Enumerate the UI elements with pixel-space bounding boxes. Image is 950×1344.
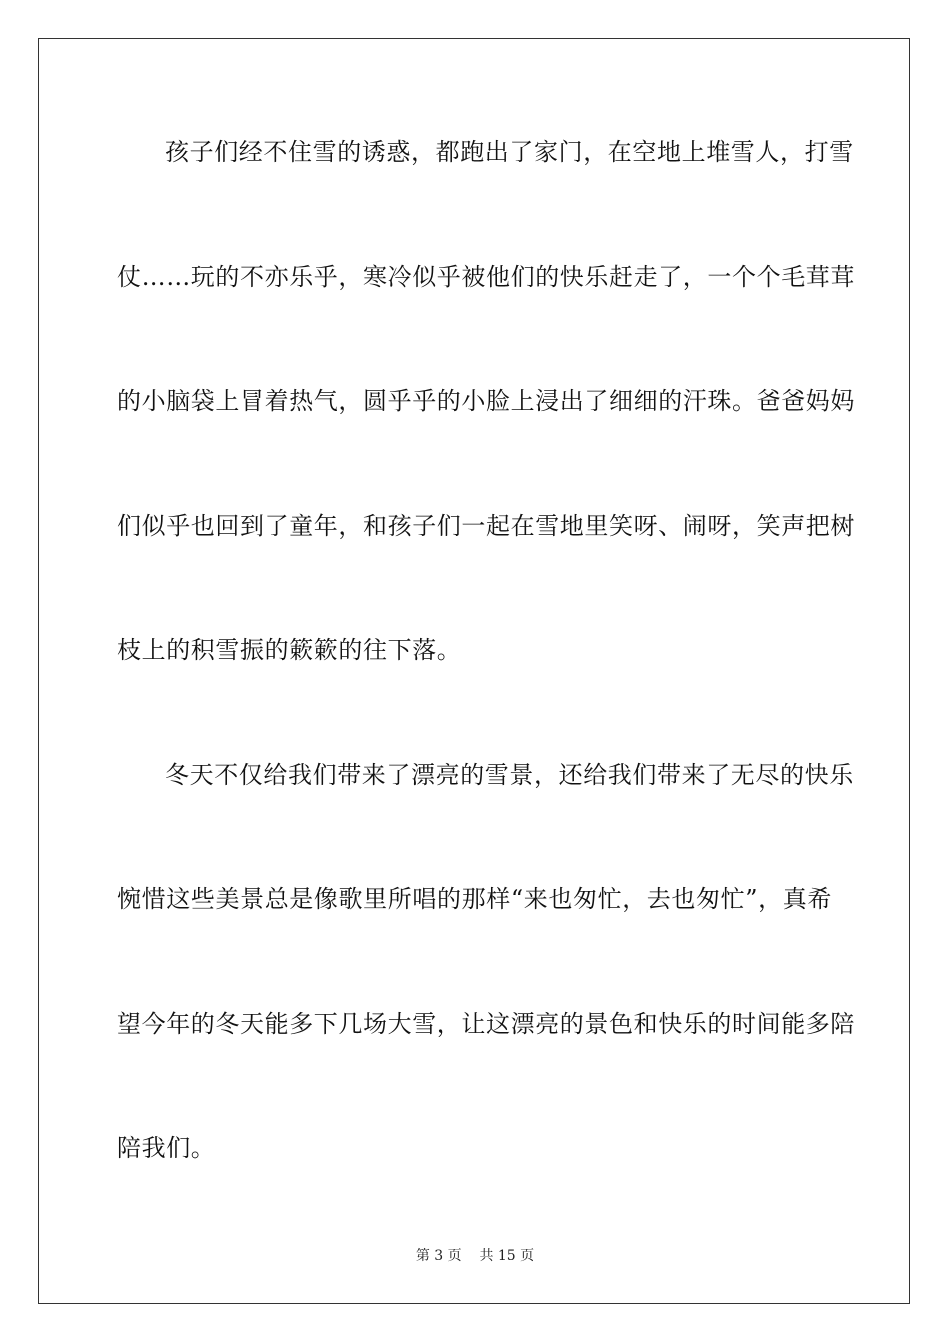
page-footer — [0, 1247, 950, 1265]
paragraph-line: 冬天不仅给我们带来了漂亮的雪景，还给我们带来了无尽的快乐 — [165, 761, 854, 789]
paragraph-line: 们似乎也回到了童年，和孩子们一起在雪地里笑呀、闹呀，笑声把树 — [117, 512, 855, 540]
page-number: 第 3 页 — [415, 1248, 462, 1264]
paragraph-line: 仗……玩的不亦乐乎，寒冷似乎被他们的快乐赶走了，一个个毛茸茸 — [117, 263, 855, 291]
paragraph-line: 陪我们。 — [117, 1134, 216, 1162]
paragraph-line: 望今年的冬天能多下几场大雪，让这漂亮的景色和快乐的时间能多陪 — [117, 1010, 855, 1038]
paragraph-line: 枝上的积雪振的簌簌的往下落。 — [117, 636, 462, 664]
paragraph-line: 惋惜这些美景总是像歌里所唱的那样“来也匆忙，去也匆忙”，真希 — [117, 885, 832, 913]
paragraph-line: 的小脑袋上冒着热气，圆乎乎的小脸上浸出了细细的汗珠。爸爸妈妈 — [117, 387, 855, 415]
page-border — [38, 38, 910, 1304]
paragraph-line: 孩子们经不住雪的诱惑，都跑出了家门，在空地上堆雪人，打雪 — [165, 138, 854, 166]
page-total: 共 15 页 — [479, 1248, 535, 1264]
